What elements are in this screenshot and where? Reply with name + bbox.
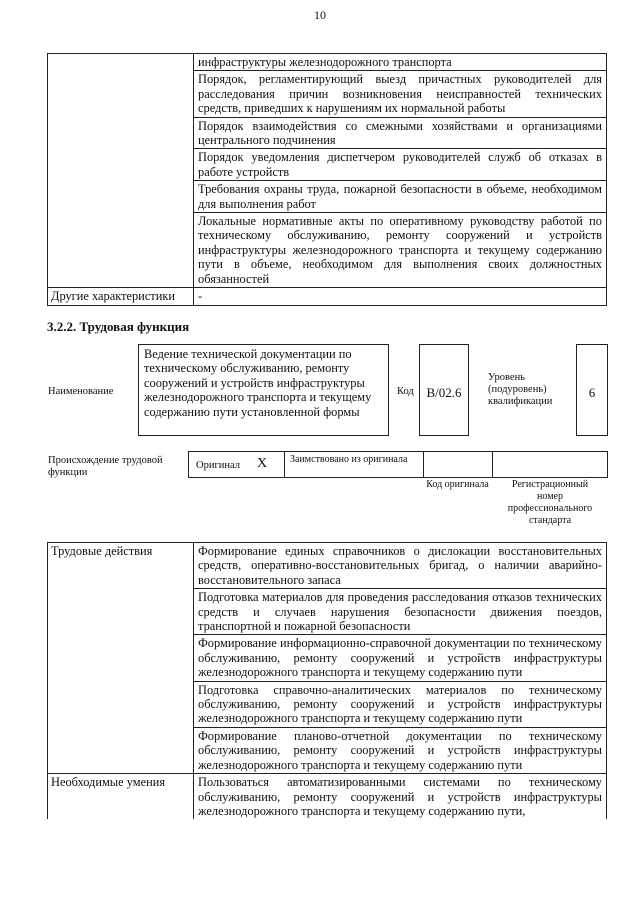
- table-row: [48, 774, 607, 820]
- top-table: [47, 53, 607, 306]
- empty-label-cell: [48, 54, 194, 288]
- code-value: B/02.6: [426, 385, 462, 400]
- table-cell: Локальные нормативные акты по оперативному руководству работой по техническому обслуживанию, ремонту сооружений и устройств инфраструктуры железнодорожного транспорта и текущему содержанию пути в объеме, необходимом для выполнения своих должностных обязанностей: [194, 213, 607, 288]
- level-value: 6: [588, 385, 596, 400]
- skills-label: Необходимые умения: [48, 774, 194, 820]
- table-cell: Формирование планово-отчетной документации по техническому обслуживанию, ремонту сооружений и устройств инфраструктуры железнодорожного транспорта и текущему содержанию пути: [194, 727, 607, 773]
- divider: [492, 452, 493, 477]
- section-heading: 3.2.2. Трудовая функция: [47, 319, 190, 334]
- other-characteristics-value: -: [194, 288, 607, 305]
- other-characteristics-label: Другие характеристики: [48, 288, 194, 305]
- table-cell: Требования охраны труда, пожарной безопасности в объеме, необходимом для выполнения работ: [194, 181, 607, 213]
- table-row: [48, 288, 607, 305]
- origin-table: [188, 451, 608, 478]
- table-cell: Порядок взаимодействия со смежными хозяйствами и организациями центрального подчинения: [194, 117, 607, 149]
- page-number: 10: [314, 8, 326, 22]
- origin-label: Происхождение трудовой функции: [48, 455, 163, 478]
- original-label: Оригинал: [196, 460, 240, 471]
- code-original-label: Код оригинала: [426, 479, 489, 490]
- actions-label: Трудовые действия: [48, 543, 194, 774]
- table-cell: Пользоваться автоматизированными системами по техническому обслуживанию, ремонту сооружений и устройств инфраструктуры железнодорожного транспорта и текущему содержанию пути,: [194, 774, 607, 820]
- reg-number-label: Регистрационный номер профессионального стандарта: [507, 479, 593, 526]
- function-name-value: Ведение технической документации по техническому обслуживанию, ремонту сооружений и устройств инфраструктуры железнодорожного транспорта и текущему содержанию пути установленной формы: [144, 347, 372, 419]
- table-cell: Порядок уведомления диспетчером руководителей служб об отказах в работе устройств: [194, 149, 607, 181]
- divider: [284, 452, 285, 477]
- table-cell: Порядок, регламентирующий выезд причастных руководителей для расследования причин возникновения неисправностей технических средств, приведших к нарушениям их нормальной работы: [194, 71, 607, 117]
- level-label: Уровень (подуровень) квалификации: [488, 372, 553, 407]
- table-cell: инфраструктуры железнодорожного транспорта: [194, 54, 607, 71]
- code-label: Код: [397, 386, 414, 397]
- original-mark: X: [257, 456, 268, 471]
- table-row: [48, 543, 607, 589]
- table-cell: Формирование информационно-справочной документации по техническому обслуживанию, ремонту сооружений и устройств инфраструктуры железнодорожного транспорта и текущему содержанию пути: [194, 635, 607, 681]
- table-cell: Подготовка материалов для проведения расследования отказов технических средств и случаев нарушения безопасности движения поездов, транспортной и пожарной безопасности: [194, 589, 607, 635]
- divider: [423, 452, 424, 477]
- table-cell: Подготовка справочно-аналитических материалов по техническому обслуживанию, ремонту сооружений и устройств инфраструктуры железнодорожного транспорта и текущему содержанию пути: [194, 681, 607, 727]
- code-box: [419, 344, 469, 436]
- level-box: [576, 344, 608, 436]
- table-row: [48, 54, 607, 71]
- name-label: Наименование: [48, 386, 114, 397]
- function-name-box: [138, 344, 389, 436]
- table-cell: Формирование единых справочников о дислокации восстановительных средств, оперативно-восстановительных бригад, о наличии аварийно-восстановительного запаса: [194, 543, 607, 589]
- actions-table: [47, 542, 607, 819]
- borrowed-label: Заимствовано из оригинала: [290, 454, 408, 465]
